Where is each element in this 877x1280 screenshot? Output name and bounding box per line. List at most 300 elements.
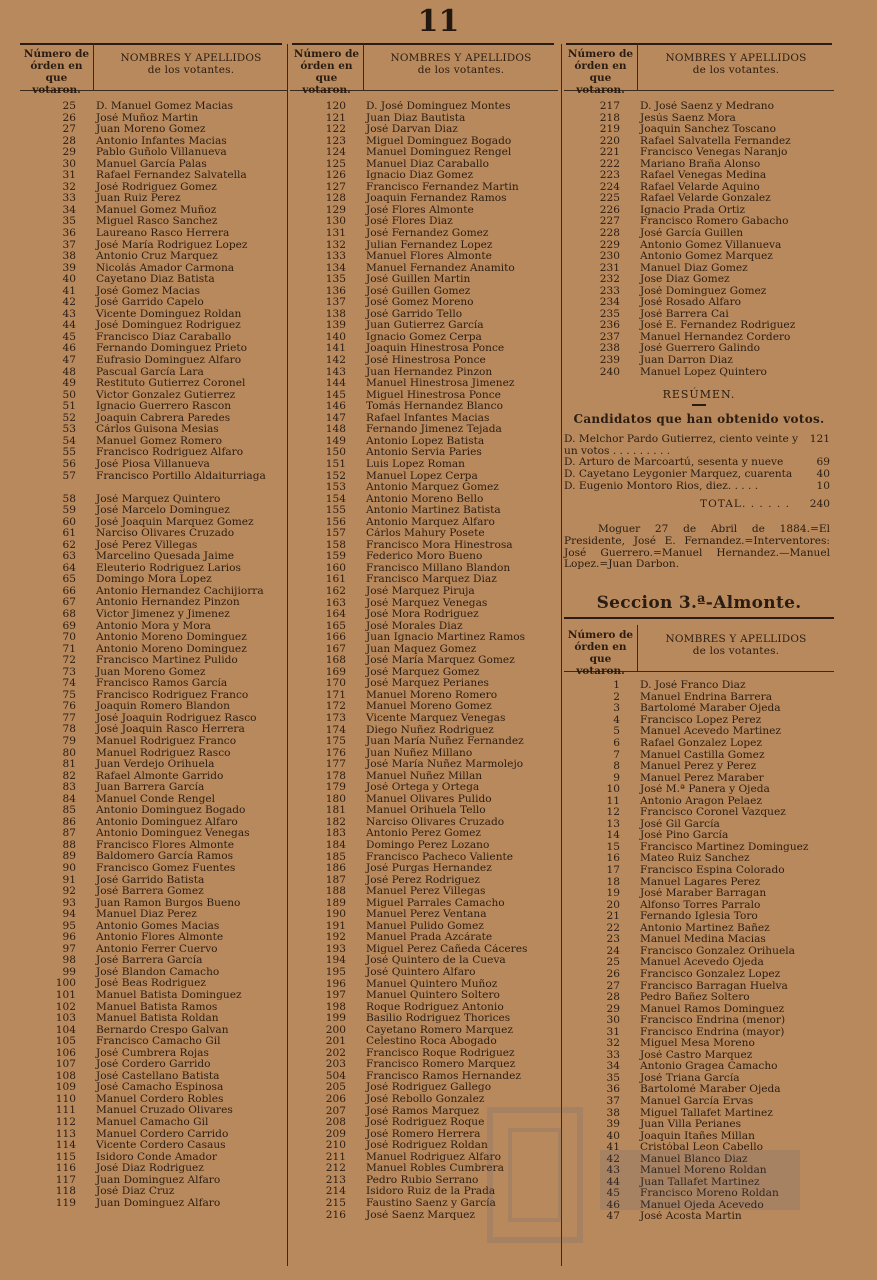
names-header-title: NOMBRES Y APELLIDOS bbox=[665, 633, 807, 646]
voter-row bbox=[290, 159, 558, 171]
voter-name: José Romero Herrera bbox=[366, 1128, 481, 1140]
voter-name: Antonio Dominguez Bogado bbox=[96, 805, 246, 817]
voter-order-number: 6 bbox=[613, 738, 620, 750]
voter-row bbox=[20, 632, 288, 644]
voter-row bbox=[20, 193, 288, 205]
voter-name: Manuel Hernandez Cordero bbox=[640, 331, 791, 343]
voter-order-number: 145 bbox=[325, 389, 346, 401]
voter-name: Isidoro Conde Amador bbox=[96, 1151, 217, 1163]
voter-order-number: 186 bbox=[325, 863, 346, 875]
voter-name: Manuel Endrina Barrera bbox=[640, 691, 773, 703]
voter-order-number: 29 bbox=[606, 1003, 620, 1015]
voter-order-number: 21 bbox=[606, 911, 620, 923]
voter-row bbox=[290, 794, 558, 806]
voter-name: José Guillen Gomez bbox=[366, 285, 471, 297]
voter-order-number: 191 bbox=[325, 920, 346, 932]
voter-order-number: 183 bbox=[325, 828, 346, 840]
voter-order-number: 16 bbox=[606, 853, 620, 865]
voter-order-number: 82 bbox=[62, 770, 76, 782]
voter-row bbox=[290, 817, 558, 829]
voter-name: José Rodriguez Gallego bbox=[366, 1082, 492, 1094]
voter-order-number: 113 bbox=[55, 1128, 76, 1140]
voter-name: Francisco Rodriguez Franco bbox=[96, 689, 249, 701]
voter-row bbox=[564, 773, 834, 785]
voter-row bbox=[20, 978, 288, 990]
voter-name: Miguel Hinestrosa Ponce bbox=[366, 389, 501, 401]
voter-row bbox=[290, 1048, 558, 1060]
order-number-header: Número de órden en que votaron. bbox=[20, 44, 94, 90]
voter-row bbox=[290, 1210, 558, 1222]
voter-row bbox=[564, 888, 834, 900]
voter-name: Antonio Marquez Gomez bbox=[366, 482, 499, 494]
voter-order-number: 96 bbox=[62, 932, 76, 944]
column-header bbox=[290, 44, 558, 96]
voter-row bbox=[20, 263, 288, 275]
voter-order-number: 54 bbox=[62, 435, 76, 447]
voter-row bbox=[290, 436, 558, 448]
voter-order-number: 196 bbox=[325, 978, 346, 990]
voter-order-number: 4 bbox=[613, 714, 620, 726]
voter-list bbox=[564, 101, 834, 378]
order-number-header: Número de órden en que votaron. bbox=[564, 625, 638, 671]
voter-name: Julian Fernandez Lopez bbox=[366, 239, 493, 251]
voter-order-number: 14 bbox=[606, 830, 620, 842]
voter-order-number: 79 bbox=[62, 735, 76, 747]
voter-name: José Blandon Camacho bbox=[96, 966, 220, 978]
voter-row bbox=[564, 969, 834, 981]
voter-order-number: 61 bbox=[62, 528, 76, 540]
voter-row bbox=[290, 828, 558, 840]
voter-order-number: 157 bbox=[325, 528, 346, 540]
voter-name: José María Marquez Gomez bbox=[366, 655, 515, 667]
voter-row bbox=[20, 436, 288, 448]
voter-name: Manuel Perez Maraber bbox=[640, 772, 764, 784]
voter-name: Narciso Olivares Cruzado bbox=[366, 816, 505, 828]
voter-order-number: 234 bbox=[599, 297, 620, 309]
voter-order-number: 95 bbox=[62, 920, 76, 932]
voter-order-number: 156 bbox=[325, 516, 346, 528]
voter-row bbox=[564, 1177, 834, 1189]
voter-row bbox=[564, 784, 834, 796]
voter-row bbox=[20, 736, 288, 748]
voter-row bbox=[564, 819, 834, 831]
voter-name: José Rodriguez Gomez bbox=[96, 181, 217, 193]
voter-order-number: 39 bbox=[606, 1119, 620, 1131]
voter-order-number: 209 bbox=[325, 1128, 346, 1140]
voter-name: Francisco Barragan Huelva bbox=[640, 980, 788, 992]
voter-order-number: 194 bbox=[325, 955, 346, 967]
voter-order-number: 62 bbox=[62, 539, 76, 551]
voter-row bbox=[290, 863, 558, 875]
voter-order-number: 202 bbox=[325, 1047, 346, 1059]
voter-name: Rafael Infantes Macias bbox=[366, 412, 490, 424]
voter-name: Manuel Perez y Perez bbox=[640, 761, 757, 773]
voter-name: Antonio Dominguez Venegas bbox=[96, 828, 250, 840]
voter-column-2 bbox=[290, 44, 558, 1221]
voter-order-number: 232 bbox=[599, 274, 620, 286]
voter-name: José Guerrero Galindo bbox=[640, 343, 760, 355]
voter-row bbox=[564, 923, 834, 935]
voter-order-number: 168 bbox=[325, 655, 346, 667]
voter-order-number: 148 bbox=[325, 424, 346, 436]
voter-order-number: 169 bbox=[325, 666, 346, 678]
voter-name: José Garrido Capelo bbox=[96, 297, 204, 309]
voter-name: José Garrido Tello bbox=[366, 308, 463, 320]
voter-order-number: 160 bbox=[325, 562, 346, 574]
voter-row bbox=[20, 586, 288, 598]
voter-order-number: 225 bbox=[599, 193, 620, 205]
voter-row bbox=[20, 320, 288, 332]
voter-order-number: 104 bbox=[55, 1024, 76, 1036]
voter-row bbox=[20, 540, 288, 552]
voter-name: Miguel Mesa Moreno bbox=[640, 1038, 755, 1050]
voter-order-number: 132 bbox=[325, 239, 346, 251]
voter-name: Manuel Ojeda Acevedo bbox=[640, 1199, 764, 1211]
voter-order-number: 105 bbox=[55, 1036, 76, 1048]
voter-name: Rafael Almonte Garrido bbox=[96, 770, 224, 782]
voter-row bbox=[20, 759, 288, 771]
voter-name: José Cumbrera Rojas bbox=[96, 1047, 209, 1059]
voter-name: José M.ª Panera y Ojeda bbox=[640, 784, 770, 796]
voter-name: Bernardo Crespo Galvan bbox=[96, 1024, 229, 1036]
voter-name: Manuel Batista Ramos bbox=[96, 1001, 218, 1013]
voter-row bbox=[290, 1198, 558, 1210]
voter-name: Francisco Romero Gabacho bbox=[640, 216, 789, 228]
voter-column-3 bbox=[564, 44, 834, 1223]
voter-row bbox=[564, 703, 834, 715]
voter-row bbox=[290, 240, 558, 252]
voter-row bbox=[20, 621, 288, 633]
names-header-title: NOMBRES Y APELLIDOS bbox=[390, 52, 532, 64]
voter-order-number: 240 bbox=[599, 366, 620, 378]
voter-name: Antonio Mora y Mora bbox=[96, 620, 211, 632]
voter-row bbox=[564, 900, 834, 912]
voter-name: Juan Dominguez Alfaro bbox=[96, 1174, 221, 1186]
voter-row bbox=[290, 759, 558, 771]
voter-name: Manuel Quintero Soltero bbox=[366, 990, 500, 1002]
voter-name: José Cordero Garrido bbox=[96, 1059, 211, 1071]
voter-order-number: 138 bbox=[325, 308, 346, 320]
voter-row bbox=[20, 274, 288, 286]
voter-name: Juan Darron Diaz bbox=[640, 355, 733, 367]
voter-name: José Joaquin Rasco Herrera bbox=[96, 724, 245, 736]
voter-order-number: 140 bbox=[325, 331, 346, 343]
voter-order-number: 19 bbox=[606, 888, 620, 900]
voter-order-number: 182 bbox=[325, 816, 346, 828]
voter-order-number: 11 bbox=[606, 795, 620, 807]
voter-order-number: 198 bbox=[325, 1001, 346, 1013]
voter-row bbox=[290, 228, 558, 240]
voter-row bbox=[20, 1094, 288, 1106]
voter-order-number: 84 bbox=[62, 793, 76, 805]
voter-name: José García Guillen bbox=[640, 228, 744, 240]
voter-row bbox=[20, 886, 288, 898]
voter-row bbox=[20, 898, 288, 910]
voter-row bbox=[290, 505, 558, 517]
voter-order-number: 219 bbox=[599, 124, 620, 136]
voter-row bbox=[290, 320, 558, 332]
voter-row bbox=[20, 909, 288, 921]
voter-name: Manuel Acevedo Ojeda bbox=[640, 957, 764, 969]
voter-name: Francisco Espina Colorado bbox=[640, 865, 785, 877]
voter-row bbox=[564, 147, 834, 159]
voter-name: Miguel Perez Cañeda Cáceres bbox=[366, 943, 528, 955]
voter-order-number: 180 bbox=[325, 793, 346, 805]
voter-row bbox=[290, 332, 558, 344]
voter-order-number: 22 bbox=[606, 922, 620, 934]
voter-order-number: 23 bbox=[606, 934, 620, 946]
voter-name: José María Nuñez Marmolejo bbox=[366, 759, 524, 771]
voter-row bbox=[290, 713, 558, 725]
voter-order-number: 40 bbox=[62, 274, 76, 286]
voter-order-number: 68 bbox=[62, 608, 76, 620]
voter-name: Manuel Hinestrosa Jimenez bbox=[366, 378, 515, 390]
voter-name: Francisco Gomez Fuentes bbox=[96, 863, 236, 874]
voter-row bbox=[290, 736, 558, 748]
voter-row bbox=[20, 332, 288, 344]
voter-name: Antonio Infantes Macias bbox=[96, 135, 227, 147]
voter-row bbox=[20, 851, 288, 863]
voter-row bbox=[20, 205, 288, 217]
voter-row bbox=[290, 852, 558, 864]
voter-name: José Fernandez Gomez bbox=[366, 228, 489, 240]
voter-row bbox=[564, 309, 834, 321]
voter-name: Miguel Dominguez Bogado bbox=[366, 135, 512, 147]
voter-name: Antonio Ferrer Cuervo bbox=[96, 943, 218, 955]
voter-row bbox=[564, 343, 834, 355]
voter-row bbox=[290, 251, 558, 263]
names-header bbox=[94, 44, 288, 90]
voter-row bbox=[20, 1025, 288, 1037]
voter-row bbox=[20, 170, 288, 182]
voter-order-number: 137 bbox=[325, 297, 346, 309]
voter-name: Francisco Romero Marquez bbox=[366, 1059, 516, 1071]
voter-name: José Diaz Rodriguez bbox=[96, 1163, 204, 1175]
voter-name: Federico Moro Bueno bbox=[366, 551, 483, 563]
voter-row bbox=[564, 726, 834, 738]
voter-row bbox=[20, 528, 288, 540]
voter-row bbox=[20, 551, 288, 563]
voter-order-number: 188 bbox=[325, 886, 346, 898]
voter-name: Antonio Cruz Marquez bbox=[96, 251, 218, 263]
order-number-header: Número de órden en que votaron. bbox=[564, 44, 638, 90]
voter-name: Manuel Olivares Pulido bbox=[366, 793, 492, 805]
voter-order-number: 99 bbox=[62, 966, 76, 978]
names-header-title: NOMBRES Y APELLIDOS bbox=[120, 52, 262, 64]
voter-row bbox=[564, 692, 834, 704]
voter-row bbox=[290, 632, 558, 644]
voter-order-number: 33 bbox=[606, 1049, 620, 1061]
voter-order-number: 5 bbox=[613, 726, 620, 738]
voter-order-number: 133 bbox=[325, 251, 346, 263]
voter-order-number: 39 bbox=[62, 262, 76, 274]
candidate-votes: 10 bbox=[816, 479, 830, 492]
voter-row bbox=[564, 1073, 834, 1085]
voter-row bbox=[564, 240, 834, 252]
voter-order-number: 208 bbox=[325, 1117, 346, 1129]
candidate-row bbox=[564, 434, 834, 457]
voter-order-number: 30 bbox=[606, 1015, 620, 1027]
voter-order-number: 12 bbox=[606, 807, 620, 819]
voter-row bbox=[564, 1211, 834, 1223]
voter-name: Ignacio Guerrero Rascon bbox=[96, 401, 232, 413]
voter-row bbox=[290, 1152, 558, 1164]
candidate-votes: 121 bbox=[809, 433, 830, 446]
voter-name: Antonio Martinez Bañez bbox=[640, 922, 770, 934]
voter-order-number: 162 bbox=[325, 585, 346, 597]
voter-order-number: 13 bbox=[606, 818, 620, 830]
voter-order-number: 127 bbox=[325, 181, 346, 193]
voter-row bbox=[564, 738, 834, 750]
voter-row bbox=[564, 193, 834, 205]
voter-name: Ignacio Diaz Gomez bbox=[366, 170, 474, 182]
voter-order-number: 47 bbox=[62, 355, 76, 367]
voter-name: José Mora Rodriguez bbox=[366, 609, 479, 621]
voter-row bbox=[290, 1002, 558, 1014]
voter-order-number: 144 bbox=[325, 378, 346, 390]
voter-order-number: 28 bbox=[62, 135, 76, 147]
voter-row bbox=[290, 840, 558, 852]
voter-order-number: 130 bbox=[325, 216, 346, 228]
voter-order-number: 167 bbox=[325, 643, 346, 655]
voter-name: Jose Diaz Gomez bbox=[640, 274, 730, 286]
voter-row bbox=[20, 124, 288, 136]
voter-name: Manuel Moreno Gomez bbox=[366, 701, 492, 713]
voter-name: Fernando Dominguez Prieto bbox=[96, 343, 248, 355]
voter-order-number: 27 bbox=[606, 980, 620, 992]
voter-row bbox=[20, 667, 288, 679]
voter-order-number: 45 bbox=[62, 331, 76, 343]
voter-row bbox=[20, 505, 288, 517]
voter-row bbox=[564, 946, 834, 958]
voter-name: Francisco Roque Rodriguez bbox=[366, 1047, 515, 1059]
voter-row bbox=[290, 563, 558, 575]
voter-name: Manuel Perez Villegas bbox=[366, 886, 486, 898]
voter-order-number: 184 bbox=[325, 840, 346, 851]
voter-row bbox=[564, 170, 834, 182]
voter-row bbox=[20, 771, 288, 783]
voter-row bbox=[20, 413, 288, 425]
voter-name: Francisco Mora Hinestrosa bbox=[366, 539, 513, 551]
voter-row bbox=[290, 1175, 558, 1187]
voter-name: Juan Barrera García bbox=[96, 782, 205, 794]
voter-order-number: 226 bbox=[599, 204, 620, 216]
voter-row bbox=[564, 1084, 834, 1096]
voter-row bbox=[20, 828, 288, 840]
voter-row bbox=[20, 424, 288, 436]
voter-name: Bartolomé Maraber Ojeda bbox=[640, 1084, 781, 1096]
voter-name: Antonio Aragon Pelaez bbox=[640, 795, 762, 807]
total-row bbox=[564, 498, 834, 510]
voter-name: Manuel Cruzado Olivares bbox=[96, 1105, 233, 1117]
voter-name: Ignacio Prada Ortiz bbox=[640, 204, 746, 216]
voter-row bbox=[290, 274, 558, 286]
voter-name: Miguel Rasco Sanchez bbox=[96, 216, 218, 228]
voter-order-number: 115 bbox=[55, 1151, 76, 1163]
voter-row bbox=[20, 944, 288, 956]
voter-order-number: 120 bbox=[325, 101, 346, 112]
names-header-subtitle: de los votantes. bbox=[147, 64, 235, 76]
voter-row bbox=[290, 401, 558, 413]
voter-order-number: 18 bbox=[606, 876, 620, 888]
voter-name: Pascual García Lara bbox=[96, 366, 204, 378]
voter-order-number: 216 bbox=[325, 1209, 346, 1221]
voter-name: Vicente Cordero Casaus bbox=[96, 1140, 226, 1152]
voter-row bbox=[20, 1105, 288, 1117]
voter-order-number: 89 bbox=[62, 851, 76, 863]
voter-order-number: 103 bbox=[55, 1013, 76, 1025]
voter-name: D. José Franco Diaz bbox=[640, 680, 746, 692]
voter-order-number: 172 bbox=[325, 701, 346, 713]
voter-row bbox=[290, 101, 558, 113]
voter-name: José Purgas Hernandez bbox=[366, 863, 492, 875]
voter-name: Cristóbal Leon Cabello bbox=[640, 1142, 763, 1154]
voter-row bbox=[564, 1004, 834, 1016]
voter-row bbox=[20, 401, 288, 413]
voter-order-number: 221 bbox=[599, 147, 620, 159]
column-header bbox=[20, 44, 288, 96]
voter-name: José Gil García bbox=[640, 818, 720, 830]
voter-order-number: 123 bbox=[325, 135, 346, 147]
voter-order-number: 504 bbox=[325, 1070, 346, 1082]
voter-name: José E. Fernandez Rodriguez bbox=[640, 320, 796, 332]
voter-row bbox=[564, 1200, 834, 1212]
voter-name: Eufrasio Dominguez Alfaro bbox=[96, 355, 242, 367]
voter-name: Francisco Lopez Perez bbox=[640, 714, 762, 726]
voter-row bbox=[290, 1071, 558, 1083]
voter-row bbox=[564, 367, 834, 379]
voter-row bbox=[290, 136, 558, 148]
voter-row bbox=[564, 853, 834, 865]
voter-order-number: 59 bbox=[62, 505, 76, 517]
voter-row bbox=[20, 1186, 288, 1198]
voter-name: Isidoro Ruiz de la Prada bbox=[366, 1186, 496, 1198]
voter-order-number: 38 bbox=[606, 1107, 620, 1119]
voter-row bbox=[290, 297, 558, 309]
voter-row bbox=[564, 1050, 834, 1062]
voter-order-number: 10 bbox=[606, 784, 620, 796]
voter-row bbox=[20, 447, 288, 459]
names-header-title: NOMBRES Y APELLIDOS bbox=[665, 52, 807, 64]
voter-order-number: 69 bbox=[62, 620, 76, 632]
voter-order-number: 205 bbox=[325, 1082, 346, 1094]
voter-order-number: 128 bbox=[325, 193, 346, 205]
voter-order-number: 43 bbox=[62, 308, 76, 320]
voter-row bbox=[290, 909, 558, 921]
voter-order-number: 77 bbox=[62, 712, 76, 724]
voter-order-number: 163 bbox=[325, 597, 346, 609]
voter-row bbox=[564, 1108, 834, 1120]
voter-row bbox=[290, 748, 558, 760]
voter-row bbox=[20, 597, 288, 609]
voter-row bbox=[20, 655, 288, 667]
voter-name: Juan Verdejo Orihuela bbox=[96, 759, 215, 771]
voter-name: José Perez Villegas bbox=[96, 539, 198, 551]
voter-name: José Rodriguez Roque bbox=[366, 1117, 485, 1129]
voter-name: José Pino García bbox=[640, 830, 729, 842]
voter-row bbox=[564, 251, 834, 263]
voter-row bbox=[20, 1117, 288, 1129]
voter-order-number: 71 bbox=[62, 643, 76, 655]
voter-row bbox=[290, 413, 558, 425]
voter-name: José Maraber Barragan bbox=[640, 888, 767, 900]
voter-name: D. José Dominguez Montes bbox=[366, 101, 511, 112]
voter-row bbox=[564, 263, 834, 275]
voter-order-number: 73 bbox=[62, 666, 76, 678]
voter-name: Rafael Velarde Aquino bbox=[640, 181, 760, 193]
voter-name: Juan Ignacio Martinez Ramos bbox=[366, 632, 526, 644]
voter-row bbox=[20, 494, 288, 506]
